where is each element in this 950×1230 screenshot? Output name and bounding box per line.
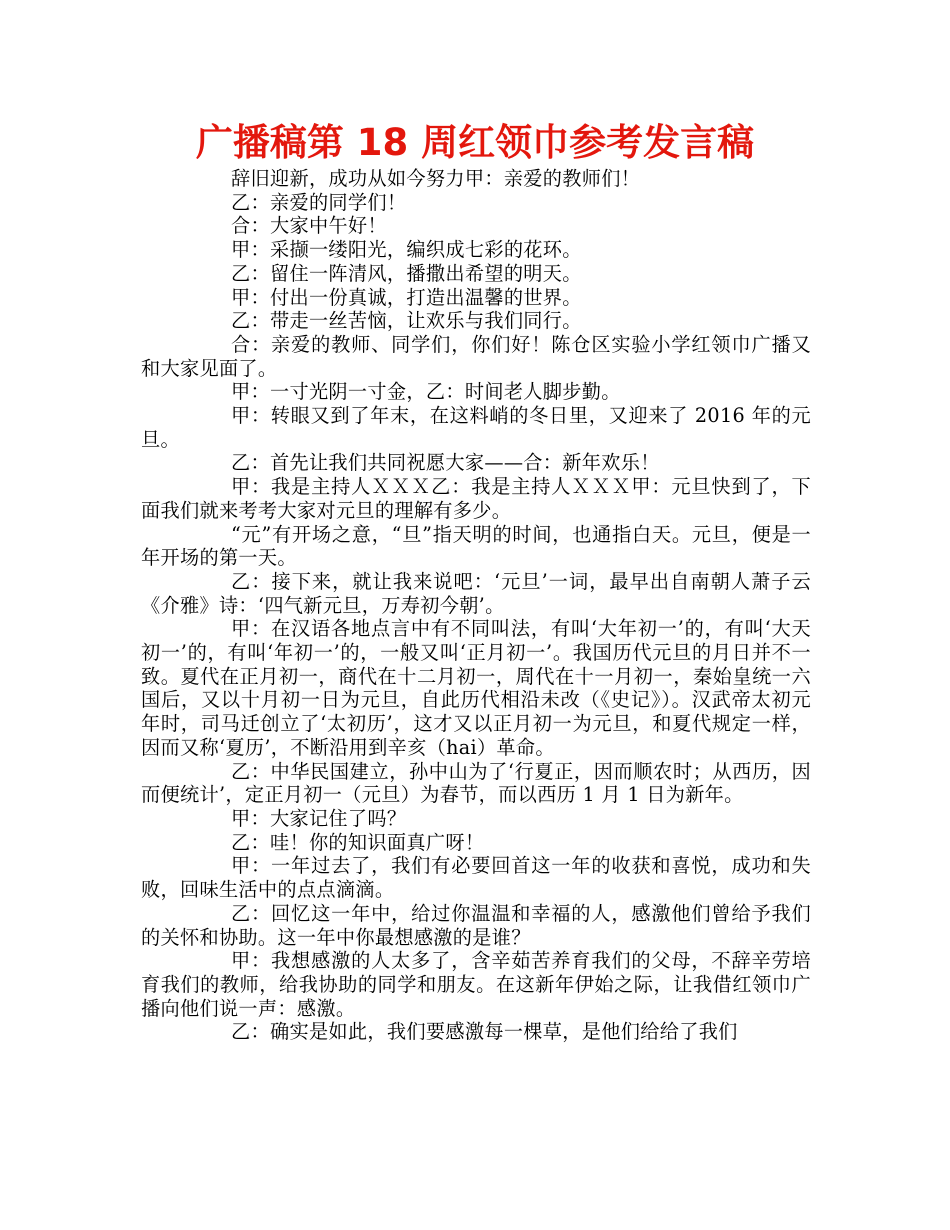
paragraph: 乙：中华民国建立，孙中山为了‘行夏正，因而顺农时；从西历，因而便统计’，定正月初一（元旦）为春节，而以西历 1 月 1 日为新年。 — [141, 759, 811, 807]
paragraph: 甲：我是主持人ＸＸＸ乙：我是主持人ＸＸＸ甲：元旦快到了，下面我们就来考考大家对元旦的理解有多少。 — [141, 475, 811, 522]
paragraph: 乙：留住一阵清风，播撒出希望的明天。 — [231, 261, 582, 285]
paragraph: 乙：带走一丝苦恼，让欢乐与我们同行。 — [231, 309, 582, 333]
paragraph: “元”有开场之意，“旦”指天明的时间，也通指白天。元旦，便是一年开场的第一天。 — [141, 522, 811, 570]
paragraph: 甲：一寸光阴一寸金，乙：时间老人脚步勤。 — [231, 380, 621, 404]
paragraph: 甲：一年过去了，我们有必要回首这一年的收获和喜悦，成功和失败，回味生活中的点点滴滴。 — [141, 854, 811, 902]
paragraph: 合：亲爱的教师、同学们，你们好！陈仓区实验小学红领巾广播又和大家见面了。 — [141, 332, 811, 380]
paragraph: 合：大家中午好！ — [231, 214, 387, 238]
paragraph: 甲：我想感激的人太多了，含辛茹苦养育我们的父母，不辞辛劳培育我们的教师，给我协助的同学和朋友。在这新年伊始之际，让我借红领巾广播向他们说一声：感激。 — [141, 949, 811, 1020]
paragraph: 乙：确实是如此，我们要感激每一棵草，是他们给给了我们 — [231, 1020, 738, 1044]
paragraph: 甲：大家记住了吗？ — [231, 806, 407, 830]
paragraph: 乙：接下来，就让我来说吧：‘元旦’一词，最早出自南朝人萧子云《介雅》诗：‘四气新元旦，万寿初今朝’。 — [141, 569, 811, 617]
paragraph: 乙：亲爱的同学们！ — [231, 190, 407, 214]
paragraph: 甲：在汉语各地点言中有不同叫法，有叫‘大年初一’的，有叫‘大天初一’的，有叫‘年初一’的，一般又叫‘正月初一’。我国历代元旦的月日并不一致。夏代在正月初一，商代在十二月初一，周代在十一月初一，秦始皇统一六国后，又以十月初一日为元旦，自此历代相沿未改（《史记》）。汉武帝太初元年时，司马迁创立了‘太初历’，这才又以正月初一为元旦，和夏代规定一样，因而又称‘夏历’，不断沿用到辛亥（hai）革命。 — [141, 617, 811, 759]
paragraph: 甲：转眼又到了年末，在这料峭的冬日里，又迎来了 2016 年的元旦。 — [141, 404, 811, 451]
document-title: 广播稿第 18 周红领巾参考发言稿 — [195, 121, 755, 164]
paragraph: 辞旧迎新，成功从如今努力甲：亲爱的教师们！ — [231, 167, 641, 190]
paragraph: 乙：首先让我们共同祝愿大家——合：新年欢乐！ — [231, 451, 660, 475]
paragraph: 乙：哇！你的知识面真广呀！ — [231, 830, 485, 854]
document-body — [141, 167, 811, 1044]
paragraph: 乙：回忆这一年中，给过你温温和幸福的人，感激他们曾给予我们的关怀和协助。这一年中你最想感激的是谁？ — [141, 901, 811, 949]
paragraph: 甲：采撷一缕阳光，编织成七彩的花环。 — [231, 238, 582, 262]
paragraph: 甲：付出一份真诚，打造出温馨的世界。 — [231, 285, 582, 309]
